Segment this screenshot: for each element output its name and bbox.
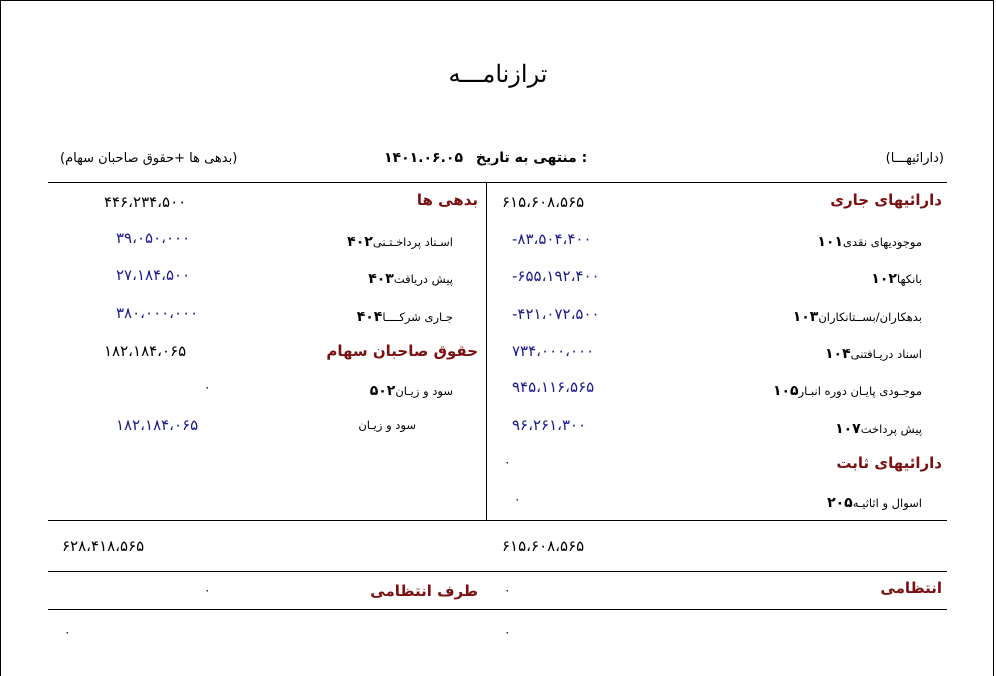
asset-label: بدهکاران/بســتانکاران	[818, 310, 922, 324]
liability-value: ۳۹،۰۵۰،۰۰۰	[116, 229, 191, 247]
asset-code: ۱۰۳	[792, 309, 819, 325]
footer-assets-value: ۰	[504, 625, 511, 639]
report-date-label: منتهی به تاریخ :	[475, 150, 588, 166]
liability-code: ۴۰۳	[368, 271, 394, 287]
asset-row-101	[811, 231, 922, 250]
asset-label: موجـودی پایـان دوره انبـار	[798, 384, 922, 398]
liability-value: ۳۸۰،۰۰۰،۰۰۰	[116, 304, 199, 322]
asset-code: ۱۰۷	[835, 421, 861, 437]
assets-header-label: (دارائیهـــا)	[885, 151, 944, 166]
asset-code: ۲۰۵	[827, 495, 853, 511]
asset-value: -۴۲۱،۰۷۲،۵۰۰	[512, 305, 600, 323]
profit-loss-value: ۱۸۲،۱۸۴،۰۶۵	[116, 416, 199, 434]
asset-row-102	[865, 268, 922, 287]
asset-label: اسناد دریـافتنی	[850, 347, 922, 361]
asset-row-103	[787, 306, 922, 325]
liability-label: سود و زیـان	[395, 384, 453, 398]
liability-row-404	[351, 306, 453, 325]
asset-value: ۷۳۴،۰۰۰،۰۰۰	[512, 342, 595, 360]
asset-value: -۸۳،۵۰۴،۴۰۰	[512, 230, 592, 248]
assets-grand-total: ۶۱۵،۶۰۸،۵۶۵	[502, 537, 585, 555]
liabilities-header-label: (بدهی ها +حقوق صاحبان سهام)	[60, 151, 238, 166]
asset-value: ۹۶،۲۶۱،۳۰۰	[512, 416, 587, 434]
liability-row-502	[364, 380, 453, 399]
asset-code: ۱۰۲	[871, 271, 897, 287]
footer-liabilities-value: ۰	[64, 625, 71, 639]
liability-code: ۴۰۲	[347, 234, 373, 250]
asset-value: ۰	[514, 492, 521, 506]
memo-bottom-divider	[48, 609, 947, 610]
totals-top-divider	[48, 520, 947, 521]
header-divider	[48, 182, 947, 183]
asset-row-205	[821, 492, 922, 511]
asset-label: بانکها	[896, 272, 922, 286]
asset-row-105	[767, 380, 922, 399]
liability-row-403	[362, 268, 453, 287]
fixed-assets-total: ۰	[504, 455, 511, 469]
liability-value: ۰	[204, 380, 211, 394]
column-divider	[486, 182, 487, 520]
asset-row-107	[829, 418, 922, 437]
asset-value: -۶۵۵،۱۹۲،۴۰۰	[512, 267, 600, 285]
asset-label: موجودیهای نقدی	[843, 235, 922, 249]
liability-label: اسـناد پرداخـتـنی	[372, 235, 453, 249]
asset-row-104	[819, 343, 922, 362]
asset-code: ۱۰۵	[772, 383, 799, 399]
equity-total: ۱۸۲،۱۸۴،۰۶۵	[104, 342, 187, 360]
profit-loss-label: سود و زیـان	[358, 418, 416, 432]
asset-code: ۱۰۱	[817, 234, 843, 250]
liability-row-402	[341, 231, 453, 250]
memo-assets-title: انتظامی	[880, 579, 942, 597]
debts-total: ۴۴۶،۲۳۴،۵۰۰	[104, 193, 187, 211]
memo-liabilities-title: طرف انتظامی	[370, 582, 478, 600]
liabilities-grand-total: ۶۲۸،۴۱۸،۵۶۵	[62, 537, 145, 555]
liability-value: ۲۷،۱۸۴،۵۰۰	[116, 266, 191, 284]
asset-label: پیش پرداخت	[860, 422, 922, 436]
asset-label: اسوال و اثاثیـه	[852, 496, 922, 510]
memo-top-divider	[48, 571, 947, 572]
current-assets-total: ۶۱۵،۶۰۸،۵۶۵	[502, 193, 585, 211]
liability-code: ۵۰۲	[369, 383, 396, 399]
debts-title: بدهی ها	[416, 191, 478, 209]
report-date	[384, 150, 587, 166]
memo-assets-value: ۰	[504, 583, 511, 597]
fixed-assets-title: دارائیهای ثابت	[836, 454, 942, 472]
report-title: ترازنامـــه	[448, 60, 548, 88]
report-date-value: ۱۴۰۱.۰۶.۰۵	[384, 150, 463, 166]
current-assets-title: دارائیهای جاری	[830, 191, 942, 209]
liability-label: پیش دریافت	[393, 272, 453, 286]
liability-code: ۴۰۴	[356, 309, 383, 325]
equity-title: حقوق صاحبان سهام	[326, 342, 478, 360]
memo-liabilities-value: ۰	[204, 583, 211, 597]
liability-label: جـاری شرکــــا	[382, 310, 453, 324]
asset-value: ۹۴۵،۱۱۶،۵۶۵	[512, 378, 595, 396]
asset-code: ۱۰۴	[825, 346, 851, 362]
